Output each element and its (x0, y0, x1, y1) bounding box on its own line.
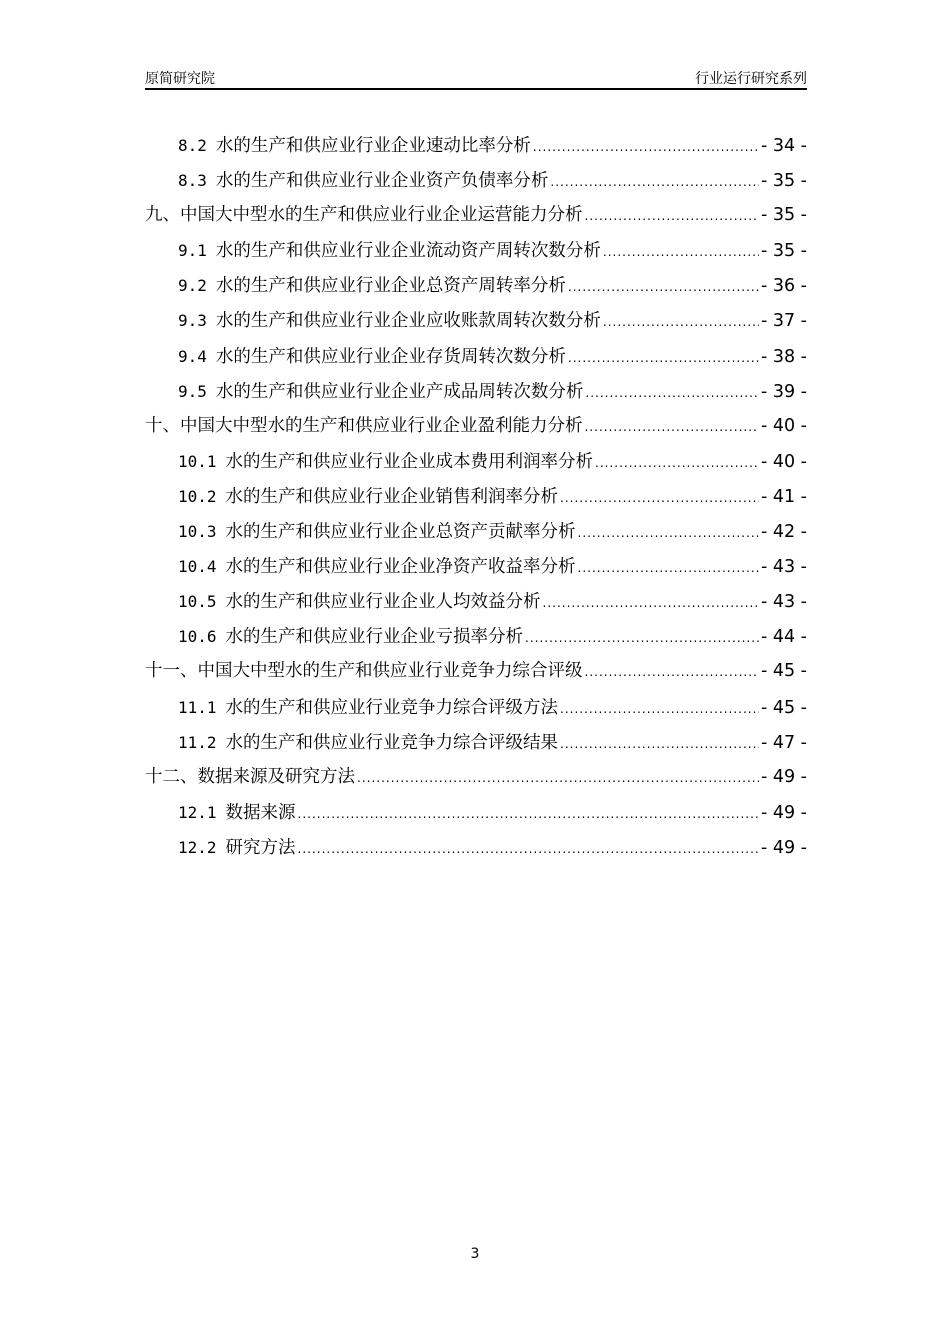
toc-entry-number: 9.3 (178, 311, 207, 331)
toc-entry-page: - 45 - (760, 697, 807, 718)
header-organization: 原简研究院 (145, 71, 215, 87)
toc-entry-title: 水的生产和供应业行业企业流动资产周转次数分析 (215, 241, 601, 262)
toc-entry-title: 水的生产和供应业行业企业人均效益分析 (225, 592, 541, 613)
toc-entry[interactable] (145, 479, 807, 514)
toc-entry-title: 十一、中国大中型水的生产和供应业行业竞争力综合评级 (145, 661, 583, 682)
toc-leader-dots (585, 199, 759, 233)
toc-entry[interactable] (145, 163, 807, 198)
toc-entry-title: 水的生产和供应业行业企业销售利润率分析 (225, 486, 559, 507)
toc-entry[interactable] (145, 830, 807, 865)
toc-entry-page: - 40 - (760, 451, 807, 472)
toc-entry-title: 数据来源 (225, 802, 296, 823)
toc-entry[interactable] (145, 128, 807, 163)
toc-entry-page: - 39 - (760, 381, 807, 402)
toc-entry-page: - 34 - (760, 136, 807, 156)
toc-entry-number: 8.3 (178, 171, 207, 191)
toc-entry-page: - 38 - (760, 346, 807, 367)
toc-entry-page: - 41 - (760, 486, 807, 507)
toc-entry-number: 10.2 (178, 486, 217, 506)
toc-entry[interactable] (145, 619, 807, 654)
toc-entry-page: - 49 - (760, 766, 807, 787)
page-number: 3 (470, 1246, 480, 1262)
toc-entry-title: 研究方法 (225, 837, 296, 858)
toc-entry-page: - 40 - (760, 415, 807, 436)
toc-entry[interactable] (145, 549, 807, 584)
toc-leader-dots (568, 341, 759, 374)
toc-entry-page: - 43 - (760, 557, 807, 578)
toc-leader-dots (578, 516, 759, 549)
toc-leader-dots (585, 410, 759, 444)
toc-entry-number: 8.2 (178, 136, 207, 155)
toc-entry-number: 12.1 (178, 802, 217, 822)
toc-leader-dots (585, 376, 759, 409)
toc-leader-dots (533, 130, 759, 163)
toc-entry[interactable] (145, 654, 807, 689)
toc-entry-title: 水的生产和供应业行业企业存货周转次数分析 (215, 346, 566, 367)
toc-leader-dots (357, 761, 759, 795)
header-series-title: 行业运行研究系列 (695, 71, 807, 87)
toc-entry-title: 水的生产和供应业行业竞争力综合评级结果 (225, 732, 559, 753)
toc-entry-page: - 37 - (760, 311, 807, 332)
toc-leader-dots (298, 797, 759, 830)
toc-entry-page: - 36 - (760, 276, 807, 297)
toc-entry-number: 9.4 (178, 346, 207, 366)
toc-entry-title: 水的生产和供应业行业企业亏损率分析 (225, 627, 524, 648)
toc-entry-page: - 35 - (760, 241, 807, 262)
toc-entry-title: 水的生产和供应业行业企业应收账款周转次数分析 (215, 311, 601, 332)
toc-entry[interactable] (145, 584, 807, 619)
toc-entry-title: 水的生产和供应业行业企业资产负债率分析 (215, 171, 549, 192)
toc-entry-title: 水的生产和供应业行业企业净资产收益率分析 (225, 557, 576, 578)
toc-leader-dots (595, 446, 759, 479)
table-of-contents (145, 128, 807, 865)
toc-entry-title: 水的生产和供应业行业企业总资产周转率分析 (215, 276, 566, 297)
toc-leader-dots (560, 692, 759, 725)
toc-leader-dots (298, 832, 759, 865)
toc-entry[interactable] (145, 303, 807, 338)
toc-entry[interactable] (145, 795, 807, 830)
toc-entry[interactable] (145, 233, 807, 268)
toc-entry[interactable] (145, 268, 807, 303)
toc-entry-page: - 35 - (760, 171, 807, 192)
toc-leader-dots (560, 727, 759, 760)
toc-entry-title: 水的生产和供应业行业企业产成品周转次数分析 (215, 381, 584, 402)
toc-entry-title: 水的生产和供应业行业企业总资产贡献率分析 (225, 522, 576, 543)
toc-entry-number: 10.3 (178, 522, 217, 542)
toc-entry[interactable] (145, 514, 807, 549)
toc-leader-dots (603, 305, 759, 338)
toc-entry-page: - 47 - (760, 732, 807, 753)
toc-entry[interactable] (145, 339, 807, 374)
toc-entry[interactable] (145, 198, 807, 233)
toc-entry-page: - 43 - (760, 592, 807, 613)
toc-entry-title: 水的生产和供应业行业企业成本费用利润率分析 (225, 451, 594, 472)
toc-entry-number: 10.1 (178, 451, 217, 471)
toc-entry-title: 十二、数据来源及研究方法 (145, 766, 355, 787)
toc-entry-number: 9.5 (178, 381, 207, 401)
toc-entry-page: - 35 - (760, 205, 807, 226)
toc-entry-page: - 49 - (760, 837, 807, 858)
toc-entry-title: 水的生产和供应业行业企业速动比率分析 (215, 136, 531, 156)
toc-entry-number: 9.1 (178, 241, 207, 261)
toc-entry-number: 9.2 (178, 276, 207, 296)
toc-leader-dots (525, 621, 759, 654)
toc-entry[interactable] (145, 374, 807, 409)
toc-entry-number: 12.2 (178, 837, 217, 857)
toc-leader-dots (603, 235, 759, 268)
toc-leader-dots (568, 270, 759, 303)
toc-entry-number: 11.2 (178, 732, 217, 752)
toc-entry-number: 10.6 (178, 627, 217, 647)
toc-entry-title: 九、中国大中型水的生产和供应业行业企业运营能力分析 (145, 205, 583, 226)
toc-leader-dots (585, 655, 759, 689)
toc-entry-title: 十、中国大中型水的生产和供应业行业企业盈利能力分析 (145, 415, 583, 436)
toc-entry-number: 11.1 (178, 697, 217, 717)
toc-entry[interactable] (145, 690, 807, 725)
toc-entry-number: 10.5 (178, 592, 217, 612)
toc-entry-number: 10.4 (178, 557, 217, 577)
toc-leader-dots (560, 481, 759, 514)
toc-entry[interactable] (145, 409, 807, 444)
page-header (145, 66, 807, 90)
toc-entry[interactable] (145, 725, 807, 760)
toc-entry-title: 水的生产和供应业行业竞争力综合评级方法 (225, 697, 559, 718)
toc-leader-dots (550, 165, 759, 198)
toc-entry-page: - 45 - (760, 661, 807, 682)
toc-entry-page: - 49 - (760, 802, 807, 823)
toc-entry[interactable] (145, 760, 807, 795)
toc-entry-page: - 44 - (760, 627, 807, 648)
toc-leader-dots (578, 551, 759, 584)
toc-leader-dots (543, 586, 759, 619)
toc-entry[interactable] (145, 444, 807, 479)
toc-entry-page: - 42 - (760, 522, 807, 543)
